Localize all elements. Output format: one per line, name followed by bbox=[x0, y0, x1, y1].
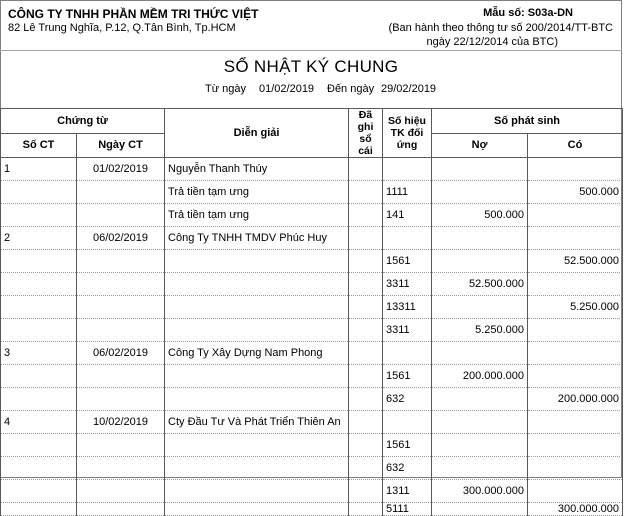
voucher-date-cell bbox=[77, 388, 165, 411]
credit-cell bbox=[528, 411, 623, 434]
description-cell: Công Ty Xây Dựng Nam Phong bbox=[165, 342, 349, 365]
description-cell bbox=[165, 250, 349, 273]
credit-cell bbox=[528, 227, 623, 250]
from-date: 01/02/2019 bbox=[259, 83, 315, 95]
table-row bbox=[1, 480, 623, 503]
posted-gl-cell bbox=[349, 181, 383, 204]
company-address: 82 Lê Trung Nghĩa, P.12, Q.Tân Bình, Tp.HCM bbox=[8, 22, 236, 34]
description-cell bbox=[165, 434, 349, 457]
table-row bbox=[1, 411, 623, 434]
journal-table bbox=[0, 108, 623, 516]
account-cell: 1561 bbox=[383, 365, 432, 388]
voucher-no-cell bbox=[1, 457, 77, 480]
report-title: SỔ NHẬT KÝ CHUNG bbox=[223, 57, 399, 76]
description-cell: Cty Đầu Tư Và Phát Triển Thiên An bbox=[165, 411, 349, 434]
table-row bbox=[1, 388, 623, 411]
form-note-line2: ngày 22/12/2014 của BTC) bbox=[426, 36, 558, 48]
posted-gl-cell bbox=[349, 480, 383, 503]
voucher-no-cell bbox=[1, 365, 77, 388]
from-label: Từ ngày bbox=[205, 83, 246, 95]
account-cell: 632 bbox=[383, 457, 432, 480]
credit-cell bbox=[528, 273, 623, 296]
voucher-date-cell: 01/02/2019 bbox=[77, 158, 165, 181]
debit-cell bbox=[432, 434, 528, 457]
description-cell bbox=[165, 296, 349, 319]
voucher-no-cell: 1 bbox=[1, 158, 77, 181]
table-row bbox=[1, 319, 623, 342]
posted-gl-cell bbox=[349, 434, 383, 457]
account-cell: 1561 bbox=[383, 250, 432, 273]
voucher-no-cell bbox=[1, 181, 77, 204]
table-row bbox=[1, 250, 623, 273]
description-cell bbox=[165, 480, 349, 503]
table-row bbox=[1, 365, 623, 388]
debit-cell bbox=[432, 250, 528, 273]
debit-cell bbox=[432, 342, 528, 365]
form-note-line1: (Ban hành theo thông tư số 200/2014/TT-BTC bbox=[388, 22, 613, 34]
voucher-no-cell: 2 bbox=[1, 227, 77, 250]
posted-gl-cell bbox=[349, 296, 383, 319]
credit-cell bbox=[528, 457, 623, 480]
description-cell bbox=[165, 503, 349, 516]
account-cell bbox=[383, 342, 432, 365]
journal-body bbox=[1, 158, 623, 516]
debit-cell: 52.500.000 bbox=[432, 273, 528, 296]
amount-header: Số phát sinh bbox=[432, 109, 623, 134]
to-label: Đến ngày bbox=[327, 83, 375, 95]
voucher-date-cell bbox=[77, 480, 165, 503]
voucher-date-cell bbox=[77, 434, 165, 457]
table-row bbox=[1, 296, 623, 319]
debit-cell: 500.000 bbox=[432, 204, 528, 227]
account-cell bbox=[383, 227, 432, 250]
table-row bbox=[1, 457, 623, 480]
debit-cell bbox=[432, 158, 528, 181]
description-cell bbox=[165, 365, 349, 388]
voucher-header: Chứng từ bbox=[1, 109, 165, 134]
table-row bbox=[1, 273, 623, 296]
posted-gl-cell bbox=[349, 204, 383, 227]
table-row bbox=[1, 434, 623, 457]
debit-cell: 200.000.000 bbox=[432, 365, 528, 388]
description-cell: Trả tiền tạm ưng bbox=[165, 204, 349, 227]
credit-cell bbox=[528, 365, 623, 388]
voucher-date-header: Ngày CT bbox=[77, 133, 165, 158]
debit-cell bbox=[432, 411, 528, 434]
account-cell: 141 bbox=[383, 204, 432, 227]
description-cell bbox=[165, 457, 349, 480]
debit-cell bbox=[432, 181, 528, 204]
credit-cell: 5.250.000 bbox=[528, 296, 623, 319]
voucher-date-cell: 06/02/2019 bbox=[77, 342, 165, 365]
voucher-date-cell bbox=[77, 296, 165, 319]
voucher-no-cell bbox=[1, 319, 77, 342]
voucher-date-cell bbox=[77, 181, 165, 204]
posted-gl-cell bbox=[349, 273, 383, 296]
debit-cell: 5.250.000 bbox=[432, 319, 528, 342]
account-cell: 1311 bbox=[383, 480, 432, 503]
posted-gl-cell bbox=[349, 388, 383, 411]
voucher-no-header: Số CT bbox=[1, 133, 77, 158]
voucher-no-cell bbox=[1, 480, 77, 503]
description-cell bbox=[165, 319, 349, 342]
account-cell bbox=[383, 411, 432, 434]
debit-header: Nợ bbox=[432, 133, 528, 158]
credit-cell: 200.000.000 bbox=[528, 388, 623, 411]
table-row bbox=[1, 204, 623, 227]
description-cell: Công Ty TNHH TMDV Phúc Huy bbox=[165, 227, 349, 250]
debit-cell bbox=[432, 388, 528, 411]
posted-gl-cell bbox=[349, 342, 383, 365]
posted-gl-cell bbox=[349, 411, 383, 434]
voucher-no-cell: 4 bbox=[1, 411, 77, 434]
account-cell: 5111 bbox=[383, 503, 432, 516]
to-date: 29/02/2019 bbox=[381, 83, 437, 95]
account-cell: 13311 bbox=[383, 296, 432, 319]
account-cell: 1111 bbox=[383, 181, 432, 204]
account-cell: 3311 bbox=[383, 319, 432, 342]
posted-gl-header: Đã ghi sổ cái bbox=[349, 109, 383, 158]
table-row bbox=[1, 342, 623, 365]
posted-gl-cell bbox=[349, 503, 383, 516]
description-header: Diễn giải bbox=[165, 109, 349, 158]
account-cell: 1561 bbox=[383, 434, 432, 457]
voucher-date-cell bbox=[77, 204, 165, 227]
voucher-date-cell bbox=[77, 250, 165, 273]
description-cell bbox=[165, 388, 349, 411]
description-cell: Nguyễn Thanh Thúy bbox=[165, 158, 349, 181]
posted-gl-cell bbox=[349, 250, 383, 273]
voucher-date-cell bbox=[77, 319, 165, 342]
voucher-date-cell: 06/02/2019 bbox=[77, 227, 165, 250]
table-row bbox=[1, 158, 623, 181]
header-divider bbox=[0, 50, 622, 51]
debit-cell bbox=[432, 296, 528, 319]
posted-gl-cell bbox=[349, 158, 383, 181]
description-cell: Trả tiền tạm ưng bbox=[165, 181, 349, 204]
account-header: Số hiệu TK đối ứng bbox=[383, 109, 432, 158]
posted-gl-cell bbox=[349, 319, 383, 342]
voucher-no-cell bbox=[1, 388, 77, 411]
voucher-no-cell bbox=[1, 250, 77, 273]
debit-cell bbox=[432, 227, 528, 250]
table-row bbox=[1, 227, 623, 250]
posted-gl-cell bbox=[349, 227, 383, 250]
voucher-no-cell bbox=[1, 204, 77, 227]
credit-header: Có bbox=[528, 133, 623, 158]
description-cell bbox=[165, 273, 349, 296]
voucher-date-cell bbox=[77, 273, 165, 296]
form-number: Mẫu số: S03a-DN bbox=[483, 7, 573, 19]
credit-cell: 52.500.000 bbox=[528, 250, 623, 273]
credit-cell bbox=[528, 319, 623, 342]
voucher-date-cell bbox=[77, 457, 165, 480]
table-row bbox=[1, 181, 623, 204]
voucher-no-cell bbox=[1, 273, 77, 296]
debit-cell bbox=[432, 457, 528, 480]
voucher-no-cell bbox=[1, 296, 77, 319]
credit-cell bbox=[528, 158, 623, 181]
credit-cell: 300.000.000 bbox=[528, 503, 623, 516]
voucher-date-cell: 10/02/2019 bbox=[77, 411, 165, 434]
account-cell bbox=[383, 158, 432, 181]
voucher-date-cell bbox=[77, 365, 165, 388]
credit-cell bbox=[528, 342, 623, 365]
account-cell: 632 bbox=[383, 388, 432, 411]
debit-cell: 300.000.000 bbox=[432, 480, 528, 503]
posted-gl-cell bbox=[349, 457, 383, 480]
credit-cell bbox=[528, 480, 623, 503]
credit-cell: 500.000 bbox=[528, 181, 623, 204]
debit-cell bbox=[432, 503, 528, 516]
company-name: CÔNG TY TNHH PHẦN MỀM TRI THỨC VIỆT bbox=[8, 7, 259, 21]
voucher-no-cell: 3 bbox=[1, 342, 77, 365]
voucher-no-cell bbox=[1, 434, 77, 457]
credit-cell bbox=[528, 434, 623, 457]
table-row bbox=[1, 503, 623, 516]
voucher-no-cell bbox=[1, 503, 77, 516]
credit-cell bbox=[528, 204, 623, 227]
voucher-date-cell bbox=[77, 503, 165, 516]
account-cell: 3311 bbox=[383, 273, 432, 296]
posted-gl-cell bbox=[349, 365, 383, 388]
